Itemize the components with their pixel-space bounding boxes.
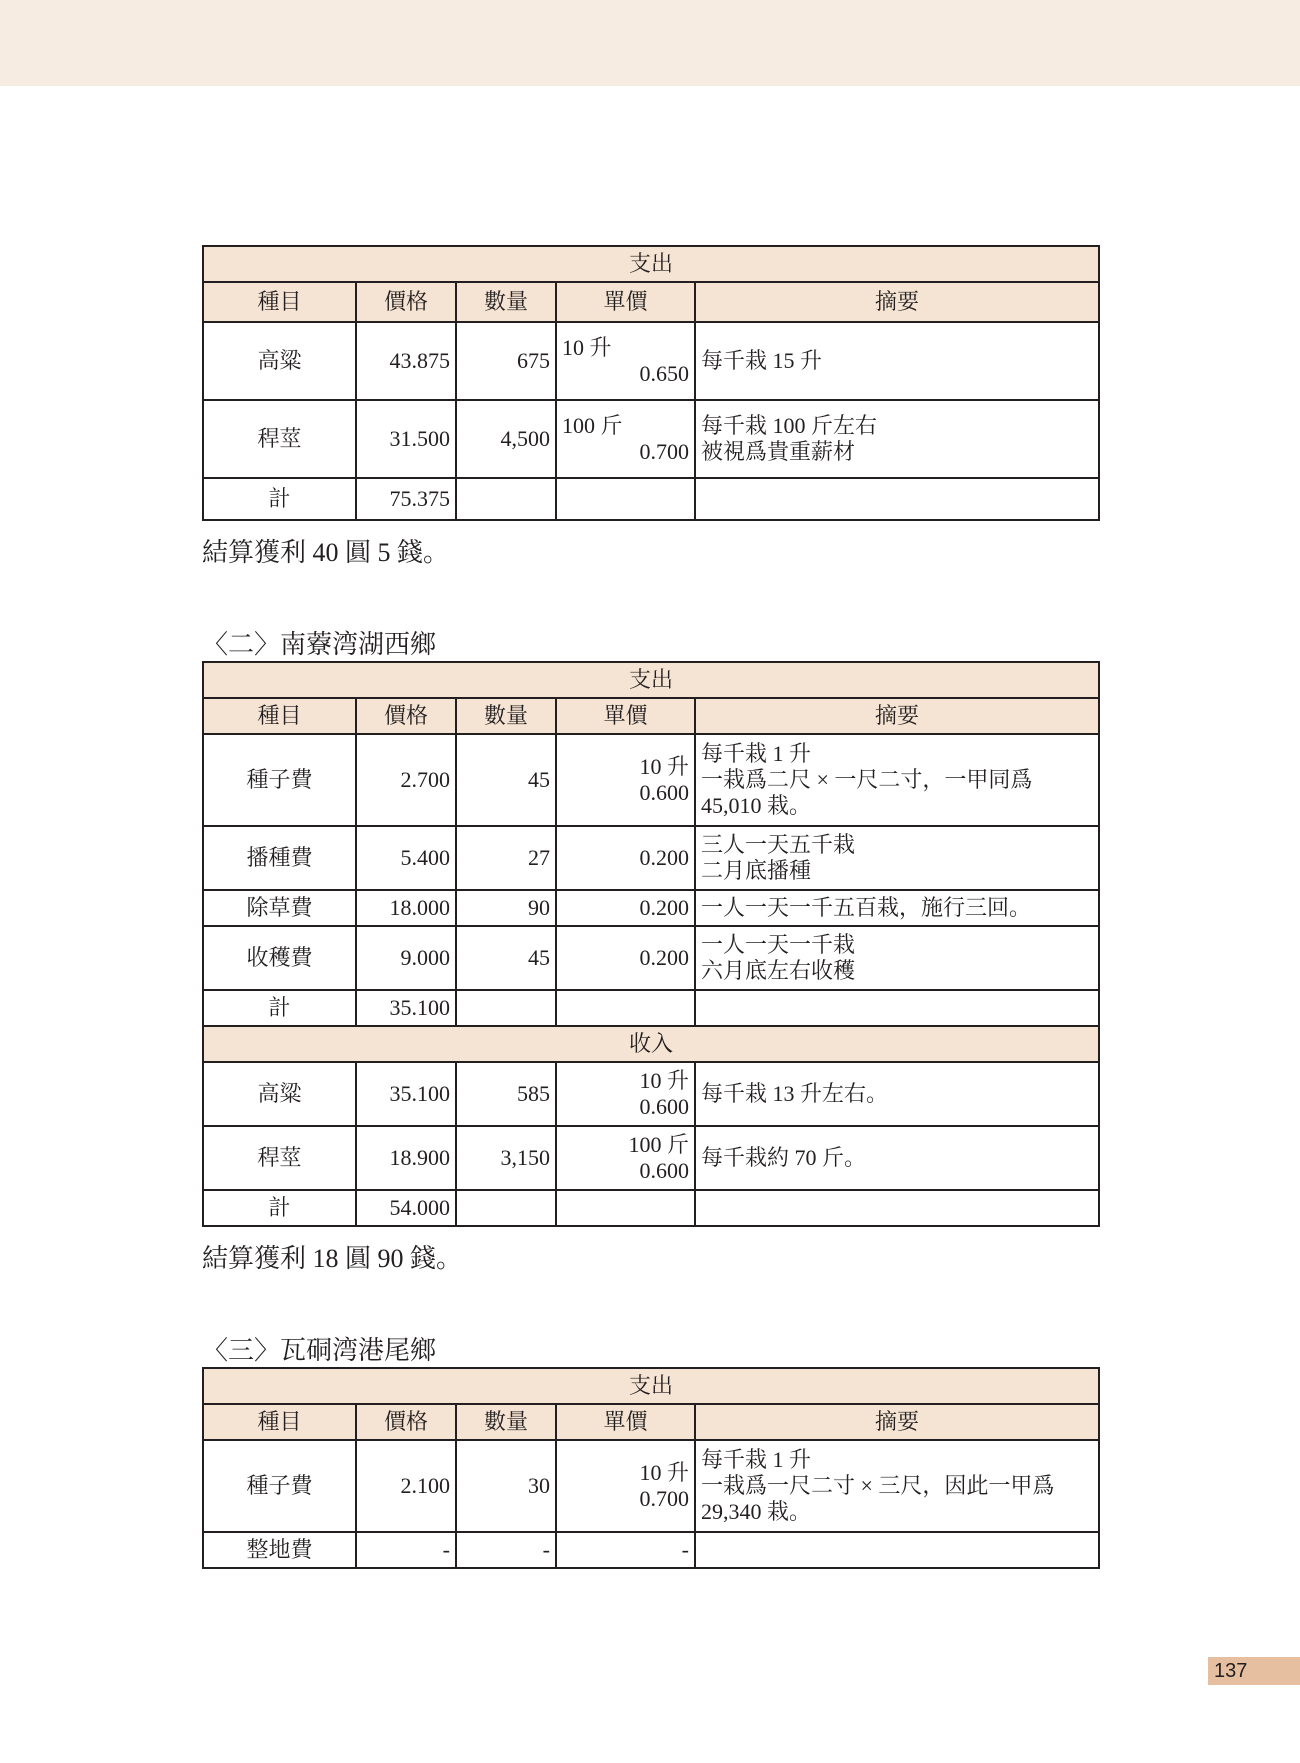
unit-price-cell: 0.200 xyxy=(556,926,695,990)
unit-price: 0.600 xyxy=(639,1094,689,1119)
unit-cell xyxy=(556,322,695,400)
price-cell: 2.700 xyxy=(356,734,456,826)
note-cell xyxy=(695,1532,1099,1568)
qty-cell: 4,500 xyxy=(456,400,556,478)
qty-cell: 675 xyxy=(456,322,556,400)
price-cell: 43.875 xyxy=(356,322,456,400)
note-line: 一人一天一千栽 xyxy=(701,932,856,957)
note-line: 每千栽 13 升左右。 xyxy=(701,1081,889,1106)
qty-cell: 90 xyxy=(456,890,556,926)
total-label: 計 xyxy=(203,1190,356,1226)
page-number: 137 xyxy=(1208,1657,1300,1685)
table1-expense-label: 支出 xyxy=(203,246,1099,282)
table1-section xyxy=(202,245,1098,521)
table-row xyxy=(203,734,1099,826)
col-header-qty: 數量 xyxy=(456,698,556,734)
col-header-item: 種目 xyxy=(203,698,356,734)
col-header-unit: 單價 xyxy=(556,698,695,734)
total-value: 54.000 xyxy=(356,1190,456,1226)
section3-header-row xyxy=(203,1404,1099,1440)
qty-cell: 27 xyxy=(456,826,556,890)
total-row xyxy=(203,990,1099,1026)
item-cell: 種子費 xyxy=(203,734,356,826)
unit-measure: 10 升 xyxy=(639,1460,689,1485)
col-header-price: 價格 xyxy=(356,698,456,734)
note-line: 每千栽 100 斤左右 xyxy=(701,413,878,438)
section2-table-wrap xyxy=(202,661,1098,1227)
unit-price: 0.600 xyxy=(639,1158,689,1183)
item-cell: 整地費 xyxy=(203,1532,356,1568)
col-header-qty: 數量 xyxy=(456,1404,556,1440)
col-header-unit: 單價 xyxy=(556,282,695,322)
unit-price: 0.700 xyxy=(639,1486,689,1511)
price-cell: - xyxy=(356,1532,456,1568)
qty-cell: 45 xyxy=(456,926,556,990)
table-row xyxy=(203,890,1099,926)
item-cell: 除草費 xyxy=(203,890,356,926)
section3-expense-label: 支出 xyxy=(203,1368,1099,1404)
unit-price: 0.650 xyxy=(639,361,689,386)
table1-header-row xyxy=(203,282,1099,322)
table-row xyxy=(203,926,1099,990)
note-cell xyxy=(695,1062,1099,1126)
unit-cell xyxy=(556,1440,695,1532)
item-cell: 稈莖 xyxy=(203,1126,356,1190)
unit-cell xyxy=(556,1126,695,1190)
section3-heading: 〈三〉瓦硐湾港尾鄉 xyxy=(202,1336,437,1365)
section2-table xyxy=(202,661,1100,1227)
total-value: 75.375 xyxy=(356,478,456,520)
col-header-price: 價格 xyxy=(356,282,456,322)
page-header-band xyxy=(0,0,1300,86)
col-header-note: 摘要 xyxy=(695,698,1099,734)
col-header-note: 摘要 xyxy=(695,282,1099,322)
item-cell: 高粱 xyxy=(203,1062,356,1126)
item-cell: 種子費 xyxy=(203,1440,356,1532)
section2-summary: 結算獲利 18 圓 90 錢。 xyxy=(202,1244,463,1273)
price-cell: 5.400 xyxy=(356,826,456,890)
table-row xyxy=(203,400,1099,478)
table-row xyxy=(203,1532,1099,1568)
qty-cell: - xyxy=(456,1532,556,1568)
note-cell xyxy=(695,1440,1099,1532)
unit-cell xyxy=(556,1062,695,1126)
unit-price: 0.700 xyxy=(639,439,689,464)
price-cell: 18.900 xyxy=(356,1126,456,1190)
unit-measure: 10 升 xyxy=(639,754,689,779)
unit-price-cell: 0.200 xyxy=(556,826,695,890)
note-line: 每千栽 1 升 xyxy=(701,1447,812,1472)
price-cell: 35.100 xyxy=(356,1062,456,1126)
total-label: 計 xyxy=(203,990,356,1026)
total-value: 35.100 xyxy=(356,990,456,1026)
table-row xyxy=(203,826,1099,890)
note-line: 每千栽 15 升 xyxy=(701,348,823,373)
section2-income-label: 收入 xyxy=(203,1026,1099,1062)
item-cell: 高粱 xyxy=(203,322,356,400)
col-header-item: 種目 xyxy=(203,1404,356,1440)
unit-cell xyxy=(556,400,695,478)
note-line: 45,010 栽。 xyxy=(701,793,812,818)
note-line: 每千栽約 70 斤。 xyxy=(701,1145,867,1170)
unit-price-cell: 0.200 xyxy=(556,890,695,926)
total-label: 計 xyxy=(203,478,356,520)
col-header-item: 種目 xyxy=(203,282,356,322)
note-cell xyxy=(695,734,1099,826)
table-row xyxy=(203,322,1099,400)
col-header-price: 價格 xyxy=(356,1404,456,1440)
note-cell xyxy=(695,826,1099,890)
section2-header-row xyxy=(203,698,1099,734)
note-line: 二月底播種 xyxy=(701,858,812,883)
price-cell: 9.000 xyxy=(356,926,456,990)
col-header-note: 摘要 xyxy=(695,1404,1099,1440)
note-line: 三人一天五千栽 xyxy=(701,832,856,857)
section2-expense-label: 支出 xyxy=(203,662,1099,698)
section2-heading: 〈二〉南藔湾湖西鄉 xyxy=(202,630,437,659)
note-cell xyxy=(695,890,1099,926)
table-row xyxy=(203,1440,1099,1532)
item-cell: 稈莖 xyxy=(203,400,356,478)
item-cell: 播種費 xyxy=(203,826,356,890)
unit-price: 0.600 xyxy=(639,780,689,805)
price-cell: 31.500 xyxy=(356,400,456,478)
qty-cell: 30 xyxy=(456,1440,556,1532)
unit-measure: 100 斤 xyxy=(562,413,623,438)
note-cell xyxy=(695,1126,1099,1190)
note-line: 每千栽 1 升 xyxy=(701,741,812,766)
col-header-unit: 單價 xyxy=(556,1404,695,1440)
note-cell xyxy=(695,926,1099,990)
section3-table xyxy=(202,1367,1100,1569)
table-row xyxy=(203,1126,1099,1190)
note-cell xyxy=(695,400,1099,478)
qty-cell: 3,150 xyxy=(456,1126,556,1190)
note-line: 一栽爲一尺二寸 × 三尺，因此一甲爲 xyxy=(701,1473,1055,1498)
item-cell: 收穫費 xyxy=(203,926,356,990)
unit-measure: 10 升 xyxy=(639,1068,689,1093)
total-row xyxy=(203,478,1099,520)
qty-cell: 45 xyxy=(456,734,556,826)
unit-cell xyxy=(556,734,695,826)
note-line: 一人一天一千五百栽，施行三回。 xyxy=(701,895,1032,920)
table1-summary: 結算獲利 40 圓 5 錢。 xyxy=(202,538,450,567)
price-cell: 2.100 xyxy=(356,1440,456,1532)
table-row xyxy=(203,1062,1099,1126)
qty-cell: 585 xyxy=(456,1062,556,1126)
note-line: 六月底左右收穫 xyxy=(701,958,856,983)
note-line: 一栽爲二尺 × 一尺二寸，一甲同爲 xyxy=(701,767,1033,792)
note-line: 29,340 栽。 xyxy=(701,1499,812,1524)
unit-measure: 10 升 xyxy=(562,335,612,360)
unit-measure: 100 斤 xyxy=(628,1132,689,1157)
note-cell xyxy=(695,322,1099,400)
total-row xyxy=(203,1190,1099,1226)
col-header-qty: 數量 xyxy=(456,282,556,322)
unit-price-cell: - xyxy=(556,1532,695,1568)
price-cell: 18.000 xyxy=(356,890,456,926)
note-line: 被視爲貴重薪材 xyxy=(701,439,856,464)
table1 xyxy=(202,245,1100,521)
section3-table-wrap xyxy=(202,1367,1098,1569)
